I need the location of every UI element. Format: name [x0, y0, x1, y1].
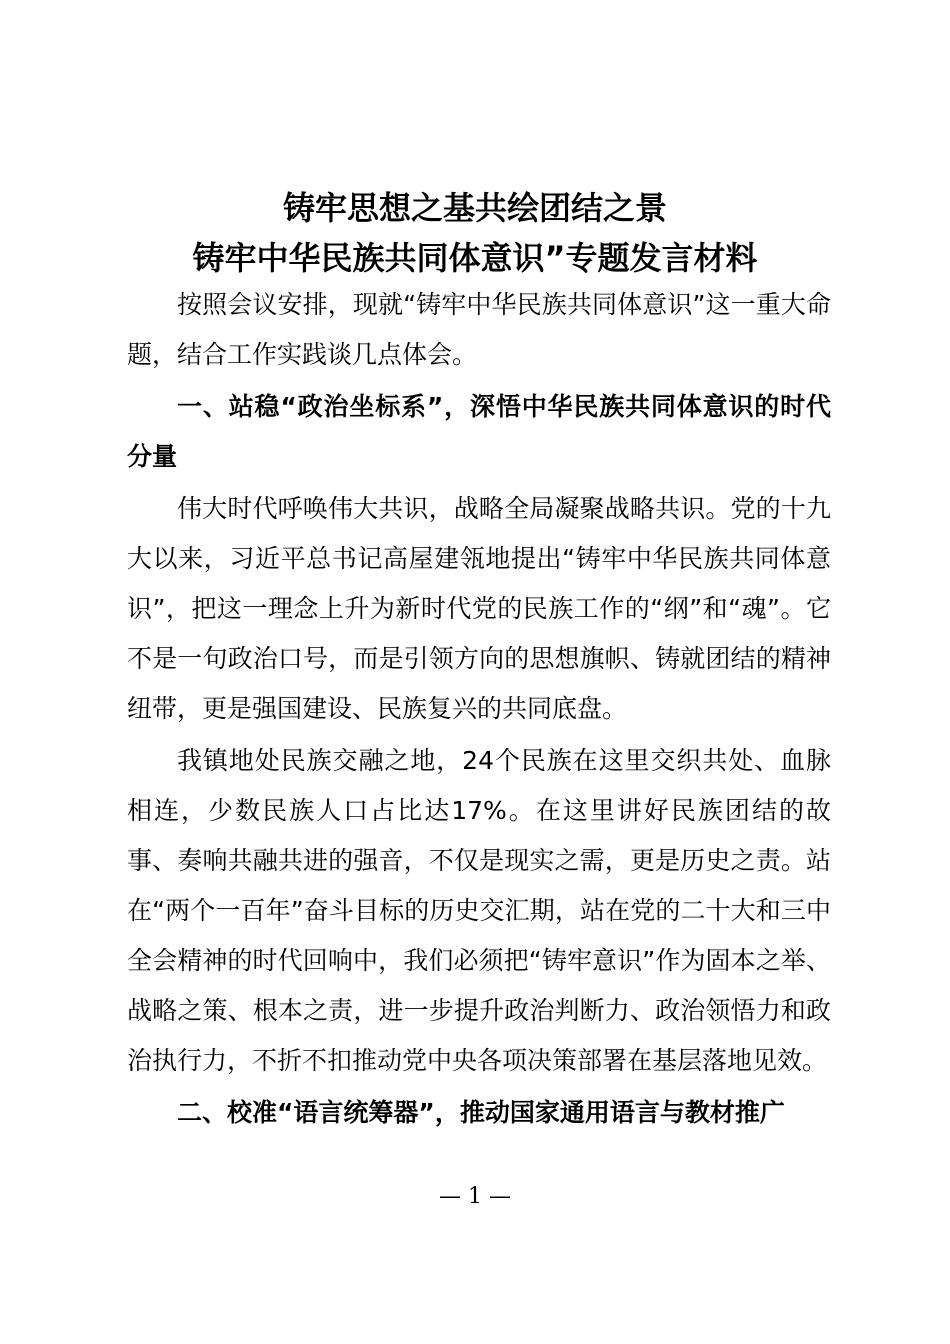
document-body	[127, 280, 831, 1140]
section-heading-1: 一、站稳“政治坐标系”，深悟中华民族共同体意识的时代分量	[127, 392, 831, 471]
document-title	[0, 183, 950, 283]
page-number: — 1 —	[439, 1184, 511, 1209]
title-line-1: 铸牢思想之基共绘团结之景	[282, 189, 667, 227]
body-paragraph-2: 我镇地处民族交融之地，24个民族在这里交织共处、血脉相连，少数民族人口占比达17%。在这里讲好民族团结的故事、奏响共融共进的强音，不仅是现实之需，更是历史之责。站在“两个一百年”奋斗目标的历史交汇期，站在党的二十大和三中全会精神的时代回响中，我们必须把“铸牢意识”作为固本之举、战略之策、根本之责，进一步提升政治判断力、政治领悟力和政治执行力，不折不扣推动党中央各项决策部署在基层落地见效。	[127, 746, 831, 1075]
section-heading-2: 二、校准“语言统筹器”，推动国家通用语言与教材推广	[177, 1098, 785, 1127]
title-line-2: 铸牢中华民族共同体意识”专题发言材料	[192, 239, 758, 277]
intro-paragraph: 按照会议安排，现就“铸牢中华民族共同体意识”这一重大命题，结合工作实践谈几点体会。	[127, 290, 831, 369]
body-paragraph-1: 伟大时代呼唤伟大共识，战略全局凝聚战略共识。党的十九大以来，习近平总书记高屋建瓴地提出“铸牢中华民族共同体意识”，把这一理念上升为新时代党的民族工作的“纲”和“魂”。它不是一句政治口号，而是引领方向的思想旗帜、铸就团结的精神纽带，更是强国建设、民族复兴的共同底盘。	[127, 494, 831, 723]
